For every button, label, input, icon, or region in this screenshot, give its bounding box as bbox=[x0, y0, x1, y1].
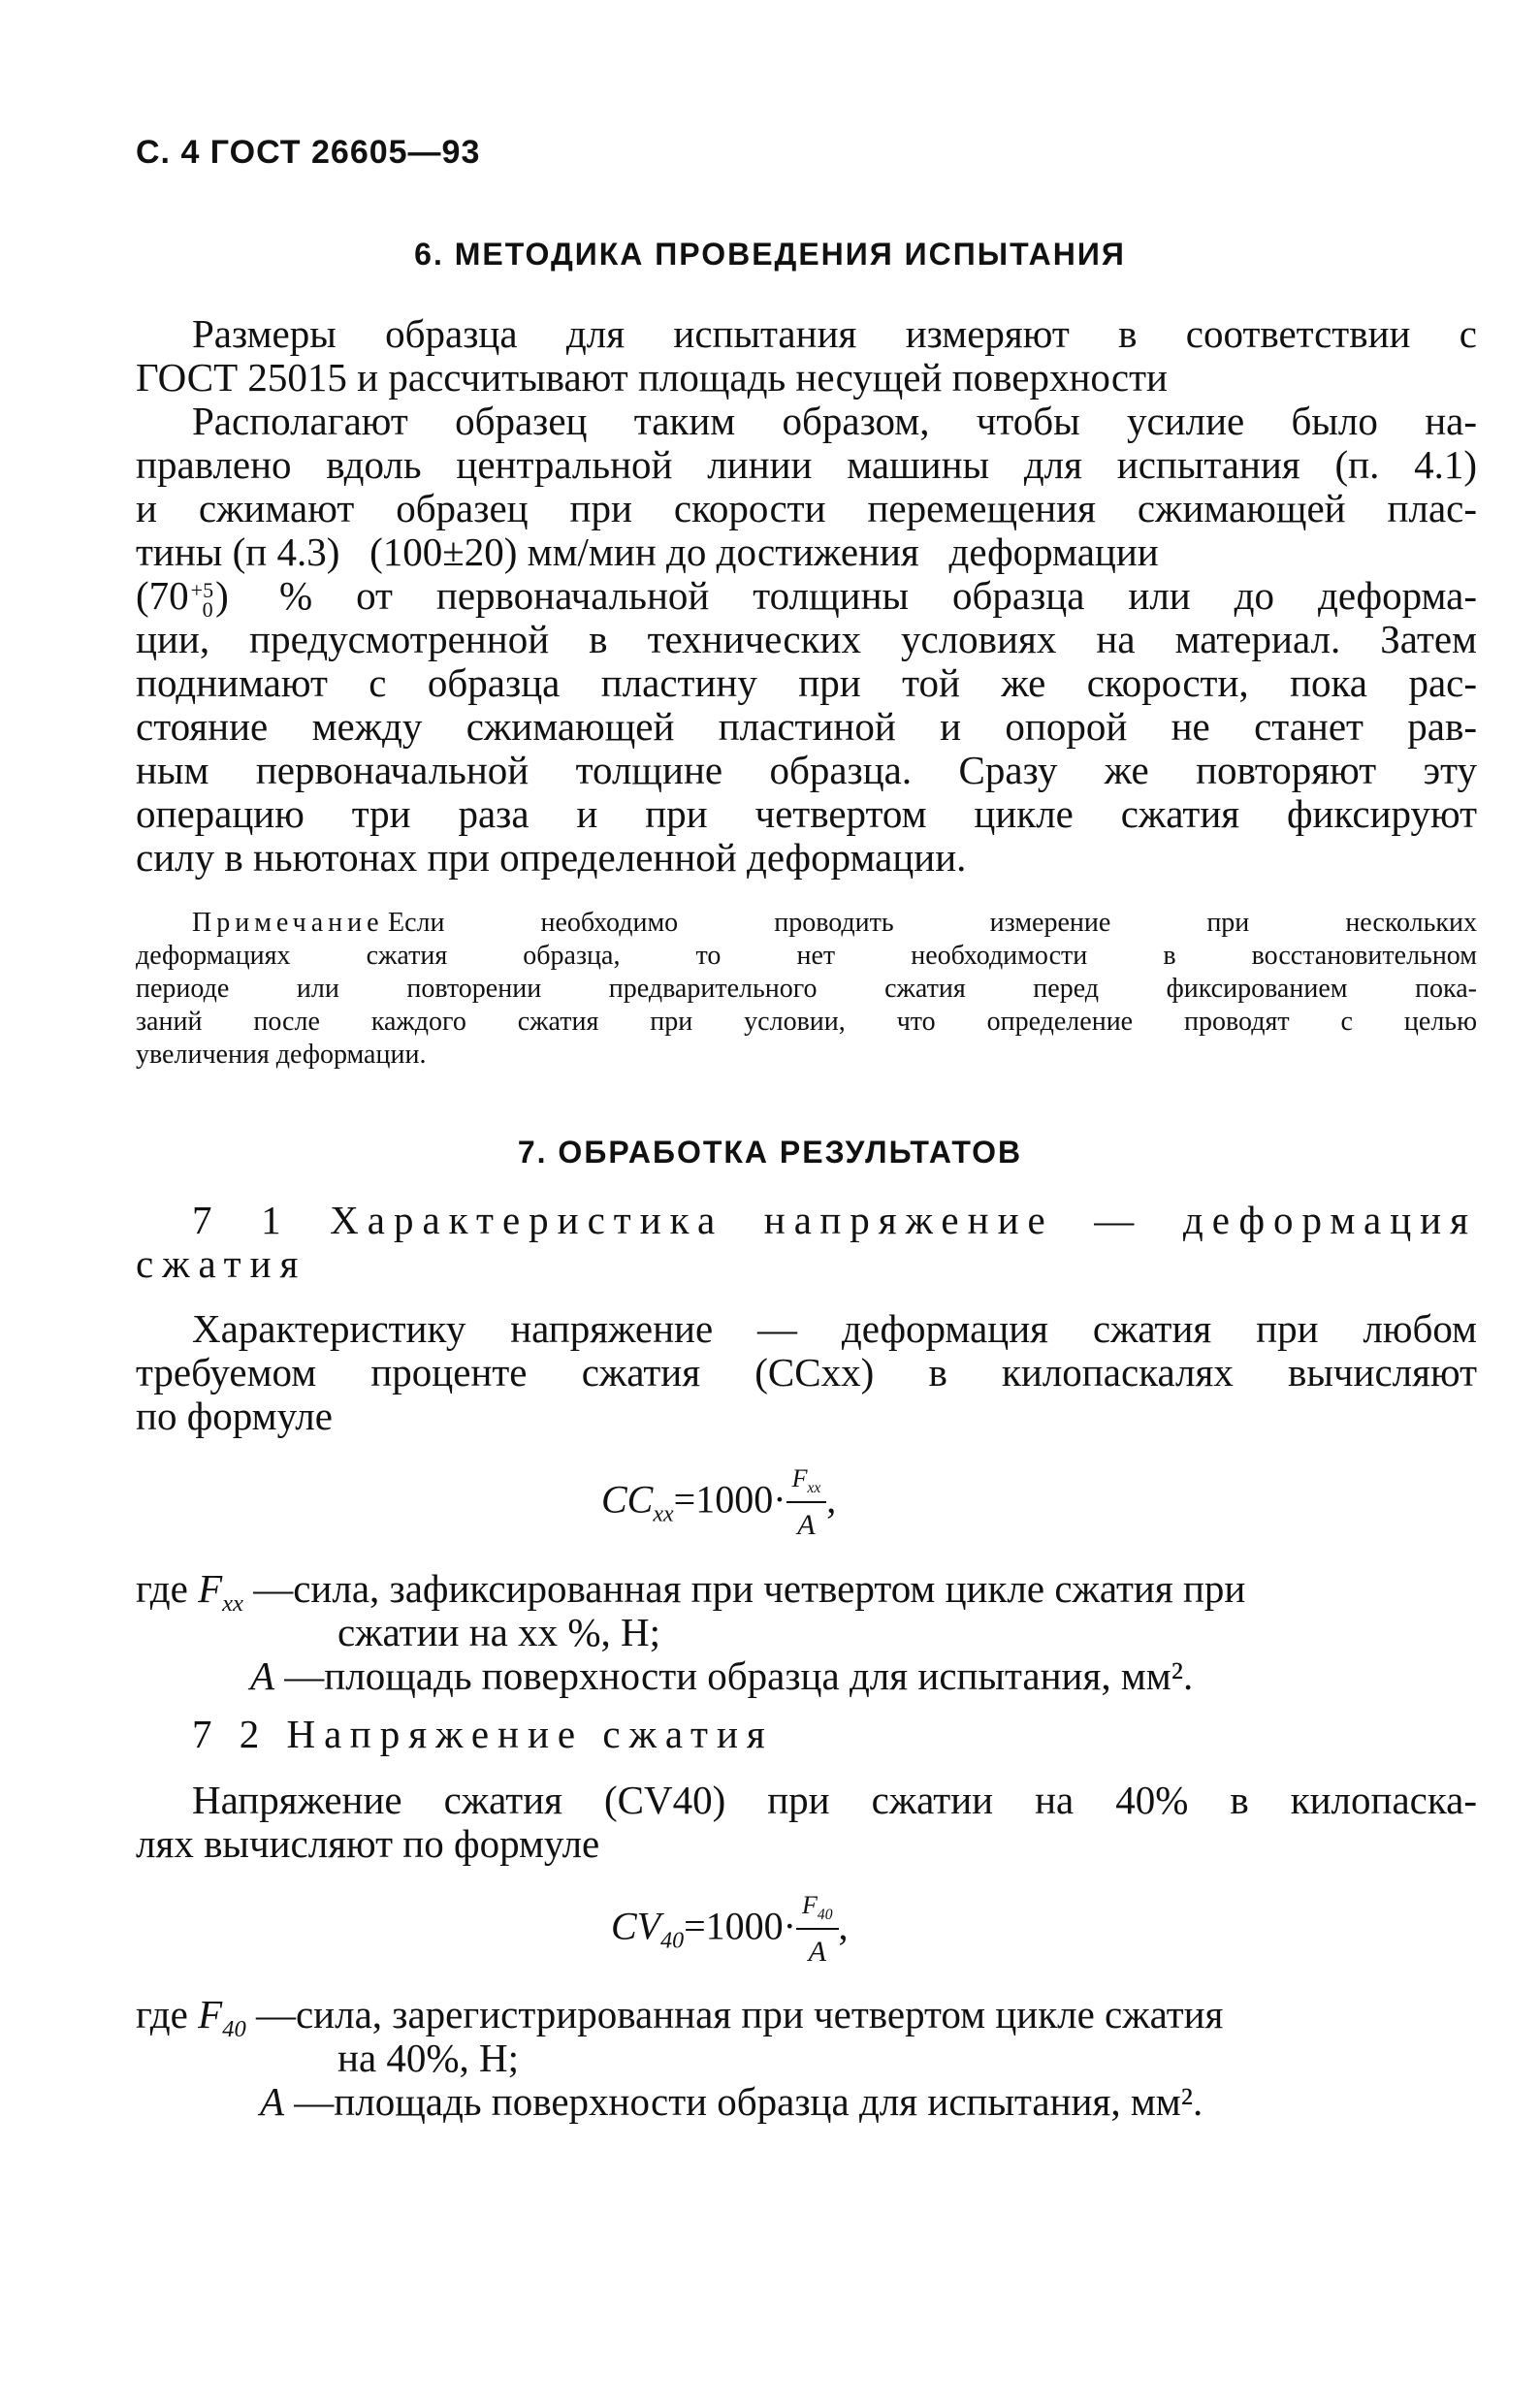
subsection-7-1-heading: 7 1 Характеристика напряжение — деформация bbox=[192, 1198, 1477, 1242]
text-line: ГОСТ 25015 и рассчитывают площадь несущей поверхности bbox=[136, 355, 1168, 400]
where-line: где $F_{40}$ —сила, зарегистрированная при четвертом цикле сжатия bbox=[136, 1992, 1224, 2043]
text-line: ции, предусмотренной в технических условиях на материал. Затем bbox=[136, 617, 1477, 661]
text-line: тины (п 4.3) (100±20) мм/мин до достижения деформации bbox=[136, 529, 1159, 574]
section-7-title: 7. ОБРАБОТКА РЕЗУЛЬТАТОВ bbox=[517, 1135, 1023, 1170]
text-line: операцию три раза и при четвертом цикле сжатия фиксируют bbox=[136, 791, 1477, 836]
text-line: и сжимают образец при скорости перемещения сжимающей плас- bbox=[136, 486, 1477, 530]
text-line: % от первоначальной толщины образца или до деформа- bbox=[279, 573, 1477, 618]
text-line: требуемом проценте сжатия (CCxx) в килопаскалях вычисляют bbox=[136, 1350, 1477, 1395]
text-line: Напряжение сжатия (CV40) при сжатии на 40% в килопаска- bbox=[192, 1778, 1477, 1822]
where-line: где $F_{xx}$ —сила, зафиксированная при четвертом цикле сжатия при bbox=[136, 1566, 1246, 1618]
note-line: увеличения деформации. bbox=[136, 1040, 427, 1070]
text-line: Характеристику напряжение — деформация сжатия при любом bbox=[192, 1306, 1477, 1351]
note-line: заний после каждого сжатия при условии, что определение проводят с целью bbox=[136, 1007, 1477, 1037]
page-header: С. 4 ГОСТ 26605—93 bbox=[136, 134, 481, 171]
note-label: Примечание bbox=[192, 908, 384, 938]
text-line: по формуле bbox=[136, 1394, 333, 1438]
where-line: сжатии на xx %, Н; bbox=[337, 1610, 661, 1654]
subsection-7-1-heading-cont: сжатия bbox=[136, 1241, 307, 1286]
where-line: A —площадь поверхности образца для испытания, мм². bbox=[250, 1653, 1194, 1698]
fraction: $\frac{F_{40}}{A}$ bbox=[796, 1891, 838, 1969]
text-line: стояние между сжимающей пластиной и опорой не станет рав- bbox=[136, 704, 1477, 749]
text-line: лях вычисляют по формуле bbox=[136, 1821, 600, 1866]
text-line: поднимают с образца пластину при той же скорости, пока рас- bbox=[136, 660, 1477, 705]
note-line: периоде или повторении предварительного сжатия перед фиксированием пока- bbox=[136, 974, 1477, 1004]
note-line: Если необходимо проводить измерение при нескольких bbox=[388, 908, 1477, 938]
where-line: A —площадь поверхности образца для испытания, мм². bbox=[260, 2079, 1203, 2124]
note-line: деформациях сжатия образца, то нет необходимости в восстановительном bbox=[136, 941, 1477, 971]
text-line: ным первоначальной толщине образца. Сразу же повторяют эту bbox=[136, 748, 1477, 792]
text-line: силу в ньютонах при определенной деформации. bbox=[136, 835, 967, 880]
text-line: Располагают образец таким образом, чтобы усилие было на- bbox=[192, 399, 1477, 443]
text-line: правлено вдоль центральной линии машины для испытания (п. 4.1) bbox=[136, 442, 1477, 487]
formula-cv40: $CV_{40}=1000\cdot$ $\frac{F_{40}}{A}$ , bbox=[611, 1891, 849, 1969]
tolerance-value: (70 +5 0 ) bbox=[136, 573, 229, 622]
subsection-7-2-heading: 7 2 Напряжение сжатия bbox=[192, 1712, 774, 1756]
formula-cc: $CC_{xx}=1000\cdot$ $\frac{F_{xx}}{A}$ , bbox=[601, 1464, 837, 1542]
fraction: $\frac{F_{xx}}{A}$ bbox=[786, 1464, 827, 1542]
text-line: Размеры образца для испытания измеряют в соответствии с bbox=[192, 311, 1477, 356]
where-line: на 40%, Н; bbox=[337, 2036, 520, 2080]
section-6-title: 6. МЕТОДИКА ПРОВЕДЕНИЯ ИСПЫТАНИЯ bbox=[414, 237, 1126, 272]
